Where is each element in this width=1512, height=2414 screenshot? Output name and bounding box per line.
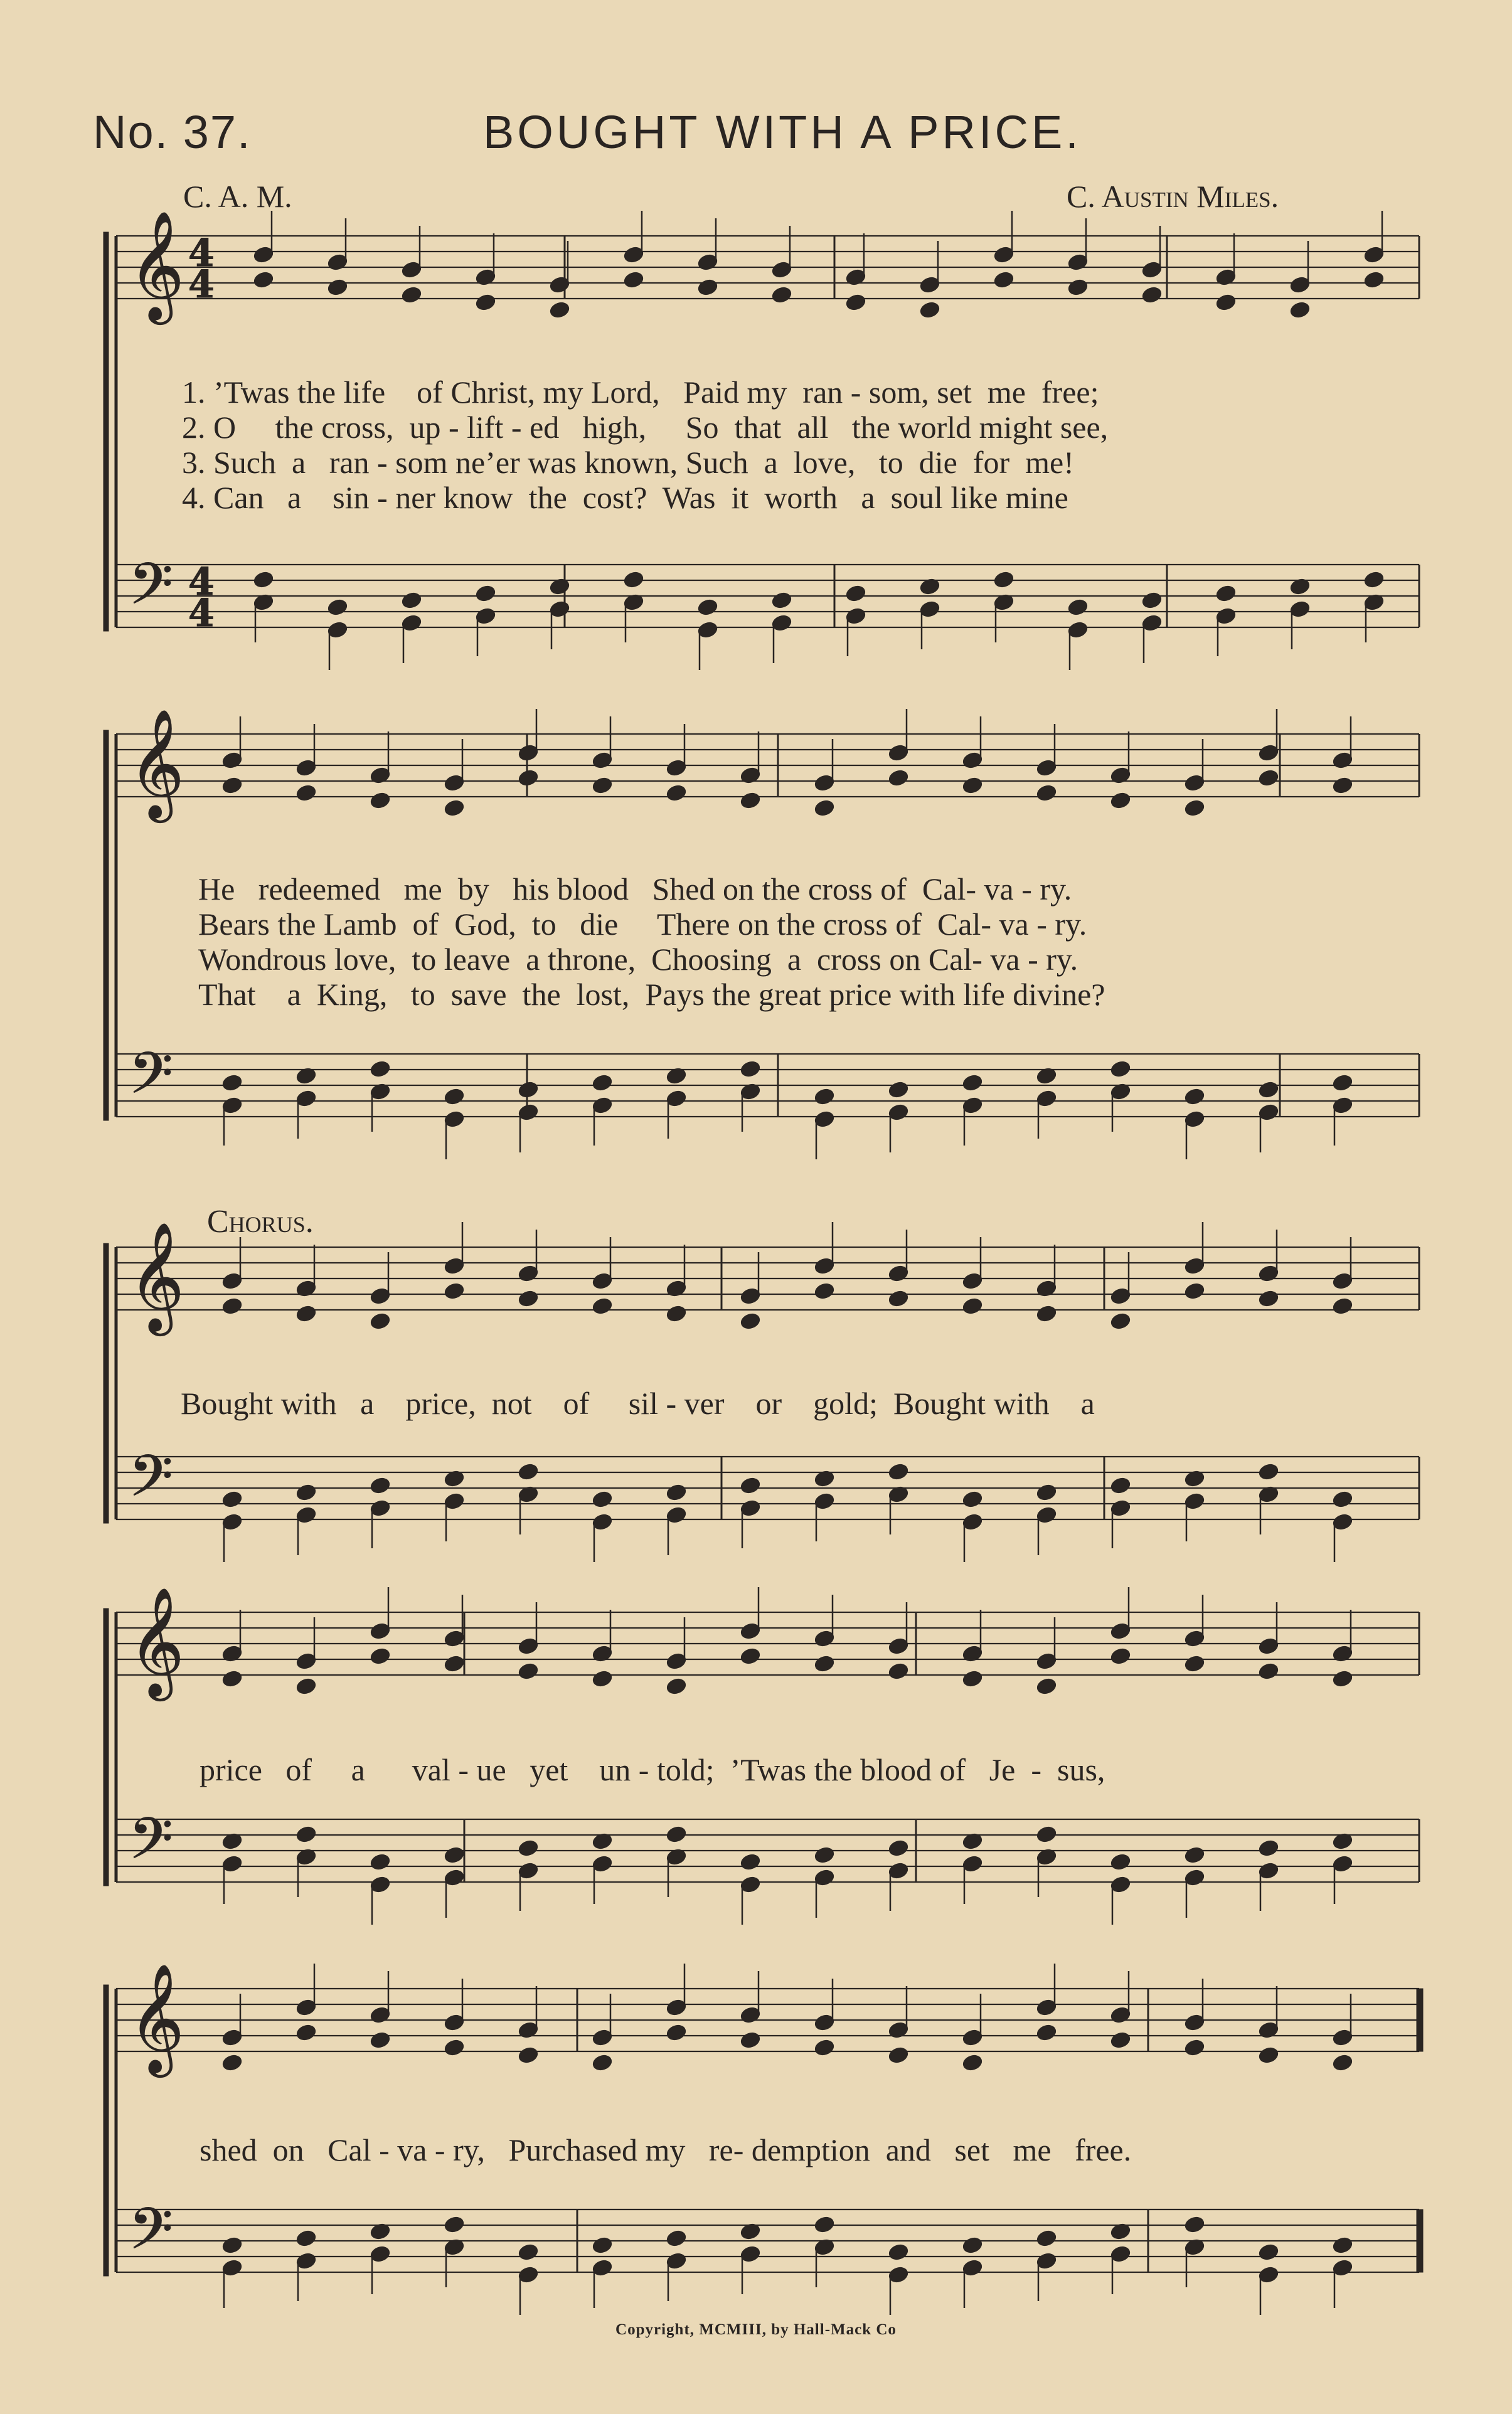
notehead (844, 584, 867, 604)
bass-clef-icon: 𝄢 (129, 551, 173, 631)
final-barline (1417, 1989, 1423, 2051)
notehead (517, 2046, 540, 2065)
system-bracket (104, 1985, 109, 2276)
notehead (1109, 791, 1132, 811)
notehead (961, 2236, 984, 2255)
notehead (1257, 2046, 1280, 2065)
notehead (665, 784, 688, 803)
notehead (665, 1483, 688, 1502)
notehead (517, 1662, 540, 1681)
notehead (1035, 2023, 1058, 2043)
notehead (517, 1289, 540, 1309)
notehead (1331, 2053, 1354, 2073)
hymn-title: BOUGHT WITH A PRICE. (483, 106, 1082, 158)
system-bracket (104, 730, 109, 1120)
notehead (221, 1490, 243, 1509)
notehead (739, 1476, 762, 1496)
notehead (887, 1080, 910, 1100)
treble-clef-icon: 𝄞 (129, 709, 184, 818)
notehead (1257, 1289, 1280, 1309)
notehead (295, 2023, 317, 2043)
notehead (1067, 278, 1089, 297)
notehead (517, 768, 540, 788)
verse-1-line-a: 1. ’Twas the life of Christ, my Lord, Paid my ran - som, set me free; (182, 375, 1099, 410)
treble-clef-icon: 𝄞 (129, 211, 184, 320)
notehead (1035, 1304, 1058, 1324)
notehead (1183, 2215, 1206, 2235)
notehead (739, 1647, 762, 1666)
bass-clef-icon: 𝄢 (129, 1805, 173, 1886)
notehead (1109, 1853, 1132, 1872)
notehead (1289, 300, 1311, 320)
notehead (961, 2053, 984, 2073)
notehead (443, 1654, 466, 1674)
system-bracket (104, 1608, 109, 1886)
notehead (1035, 1483, 1058, 1502)
time-signature: 4 (188, 560, 215, 604)
notehead (591, 1073, 614, 1093)
treble-clef-icon: 𝄞 (129, 1222, 184, 1331)
notehead (1331, 1297, 1354, 1316)
notehead (369, 1312, 391, 1331)
notehead (1141, 591, 1163, 610)
notehead (887, 1662, 910, 1681)
notehead (443, 1282, 466, 1301)
composer-credit: C. Austin Miles. (1067, 179, 1279, 214)
notehead (474, 293, 497, 312)
notehead (1363, 270, 1385, 290)
notehead (1109, 2031, 1132, 2050)
notehead (813, 1087, 836, 1107)
notehead (1109, 1647, 1132, 1666)
notehead (591, 2236, 614, 2255)
notehead (622, 570, 645, 590)
notehead (517, 2243, 540, 2262)
notehead (887, 2046, 910, 2065)
notehead (369, 1060, 391, 1079)
hymn-number: No. 37. (93, 106, 252, 158)
notehead (1183, 1846, 1206, 1865)
notehead (887, 768, 910, 788)
notehead (369, 791, 391, 811)
chorus-line-1: Bought with a price, not of sil - ver or gold; Bought with a (181, 1386, 1095, 1421)
notehead (591, 1297, 614, 1316)
notehead (295, 784, 317, 803)
notehead (326, 598, 349, 617)
notehead (993, 570, 1015, 590)
notehead (961, 1490, 984, 1509)
notehead (295, 2229, 317, 2248)
notehead (1257, 1080, 1280, 1100)
notehead (1257, 1462, 1280, 1482)
notehead (221, 2236, 243, 2255)
time-signature: 4 (188, 231, 215, 275)
notehead (813, 1846, 836, 1865)
chorus-label: Chorus. (207, 1204, 314, 1240)
notehead (591, 2053, 614, 2073)
verse-4-line-a: 4. Can a sin - ner know the cost? Was it worth a soul like mine (182, 480, 1068, 515)
notehead (1035, 1677, 1058, 1696)
notehead (1183, 2038, 1206, 2058)
notehead (221, 2053, 243, 2073)
notehead (369, 1647, 391, 1666)
bass-clef-icon: 𝄢 (129, 1443, 173, 1523)
notehead (665, 2229, 688, 2248)
notehead (739, 1312, 762, 1331)
notehead (665, 1304, 688, 1324)
notehead (369, 2031, 391, 2050)
notehead (591, 1669, 614, 1689)
notehead (1331, 1490, 1354, 1509)
notehead (443, 1087, 466, 1107)
lyricist-credit: C. A. M. (183, 179, 292, 214)
notehead (295, 1483, 317, 1502)
notehead (295, 1825, 317, 1844)
notehead (1331, 1073, 1354, 1093)
notehead (1183, 1654, 1206, 1674)
bass-clef-icon: 𝄢 (129, 2196, 173, 2276)
notehead (739, 1853, 762, 1872)
notehead (887, 2243, 910, 2262)
notehead (443, 2038, 466, 2058)
notehead (1183, 799, 1206, 818)
notehead (517, 1462, 540, 1482)
notehead (887, 1462, 910, 1482)
notehead (369, 1853, 391, 1872)
notehead (517, 1080, 540, 1100)
notehead (1035, 784, 1058, 803)
notehead (813, 1282, 836, 1301)
notehead (887, 1289, 910, 1309)
verse-3-line-a: 3. Such a ran - som ne’er was known, Such a love, to die for me! (182, 445, 1074, 480)
notehead (665, 1677, 688, 1696)
notehead (961, 776, 984, 795)
notehead (665, 2023, 688, 2043)
verse-3-line-b: Wondrous love, to leave a throne, Choosing a cross on Cal- va - ry. (198, 942, 1078, 977)
notehead (622, 270, 645, 290)
notehead (221, 1073, 243, 1093)
notehead (918, 300, 941, 320)
notehead (443, 1846, 466, 1865)
treble-clef-icon: 𝄞 (129, 1587, 184, 1696)
notehead (1363, 570, 1385, 590)
notehead (1183, 1282, 1206, 1301)
chorus-line-3: shed on Cal - va - ry, Purchased my re- demption and set me free. (200, 2132, 1132, 2167)
verse-2-line-a: 2. O the cross, up - lift - ed high, So that all the world might see, (182, 410, 1109, 445)
notehead (1257, 768, 1280, 788)
notehead (739, 2031, 762, 2050)
notehead (1257, 1839, 1280, 1858)
notehead (221, 1297, 243, 1316)
notehead (548, 300, 571, 320)
notehead (696, 278, 719, 297)
notehead (369, 1476, 391, 1496)
notehead (1141, 285, 1163, 305)
bass-clef-icon: 𝄢 (129, 1040, 173, 1120)
notehead (1067, 598, 1089, 617)
copyright-notice: Copyright, MCMIII, by Hall-Mack Co (615, 2321, 897, 2338)
notehead (739, 1060, 762, 1079)
notehead (443, 799, 466, 818)
notehead (961, 1073, 984, 1093)
notehead (696, 598, 719, 617)
notehead (961, 1669, 984, 1689)
verse-2-line-b: Bears the Lamb of God, to die There on the cross of Cal- va - ry. (198, 907, 1087, 942)
notehead (993, 270, 1015, 290)
notehead (295, 1677, 317, 1696)
notehead (1035, 2229, 1058, 2248)
notehead (1109, 1312, 1132, 1331)
treble-clef-icon: 𝄞 (129, 1964, 184, 2073)
notehead (591, 1490, 614, 1509)
final-barline (1417, 2209, 1423, 2272)
notehead (770, 285, 793, 305)
notehead (1331, 1669, 1354, 1689)
notehead (252, 270, 275, 290)
notehead (813, 1654, 836, 1674)
notehead (591, 776, 614, 795)
notehead (887, 1839, 910, 1858)
notehead (517, 1839, 540, 1858)
notehead (400, 285, 423, 305)
system-bracket (104, 1243, 109, 1523)
system-bracket (104, 232, 109, 631)
verse-1-line-b: He redeemed me by his blood Shed on the cross of Cal- va - ry. (198, 871, 1072, 907)
notehead (443, 2215, 466, 2235)
notehead (1331, 776, 1354, 795)
notehead (1109, 1476, 1132, 1496)
notehead (739, 791, 762, 811)
notehead (770, 591, 793, 610)
notehead (221, 1669, 243, 1689)
notehead (1215, 584, 1237, 604)
notehead (813, 2038, 836, 2058)
notehead (1183, 1087, 1206, 1107)
notehead (474, 584, 497, 604)
time-signature: 4 (188, 592, 215, 635)
notehead (961, 1297, 984, 1316)
chorus-line-2: price of a val - ue yet un - told; ’Twas the blood of Je - sus, (200, 1752, 1105, 1787)
notehead (844, 293, 867, 312)
notehead (813, 2215, 836, 2235)
notehead (1331, 2236, 1354, 2255)
notehead (1257, 2243, 1280, 2262)
time-signature: 4 (188, 263, 215, 307)
notehead (252, 570, 275, 590)
verse-4-line-b: That a King, to save the lost, Pays the great price with life divine? (198, 977, 1105, 1012)
notehead (813, 799, 836, 818)
notehead (1035, 1825, 1058, 1844)
notehead (326, 278, 349, 297)
notehead (1109, 1060, 1132, 1079)
notehead (400, 591, 423, 610)
notehead (1215, 293, 1237, 312)
notehead (1257, 1662, 1280, 1681)
notehead (665, 1825, 688, 1844)
notehead (221, 776, 243, 795)
notehead (295, 1304, 317, 1324)
